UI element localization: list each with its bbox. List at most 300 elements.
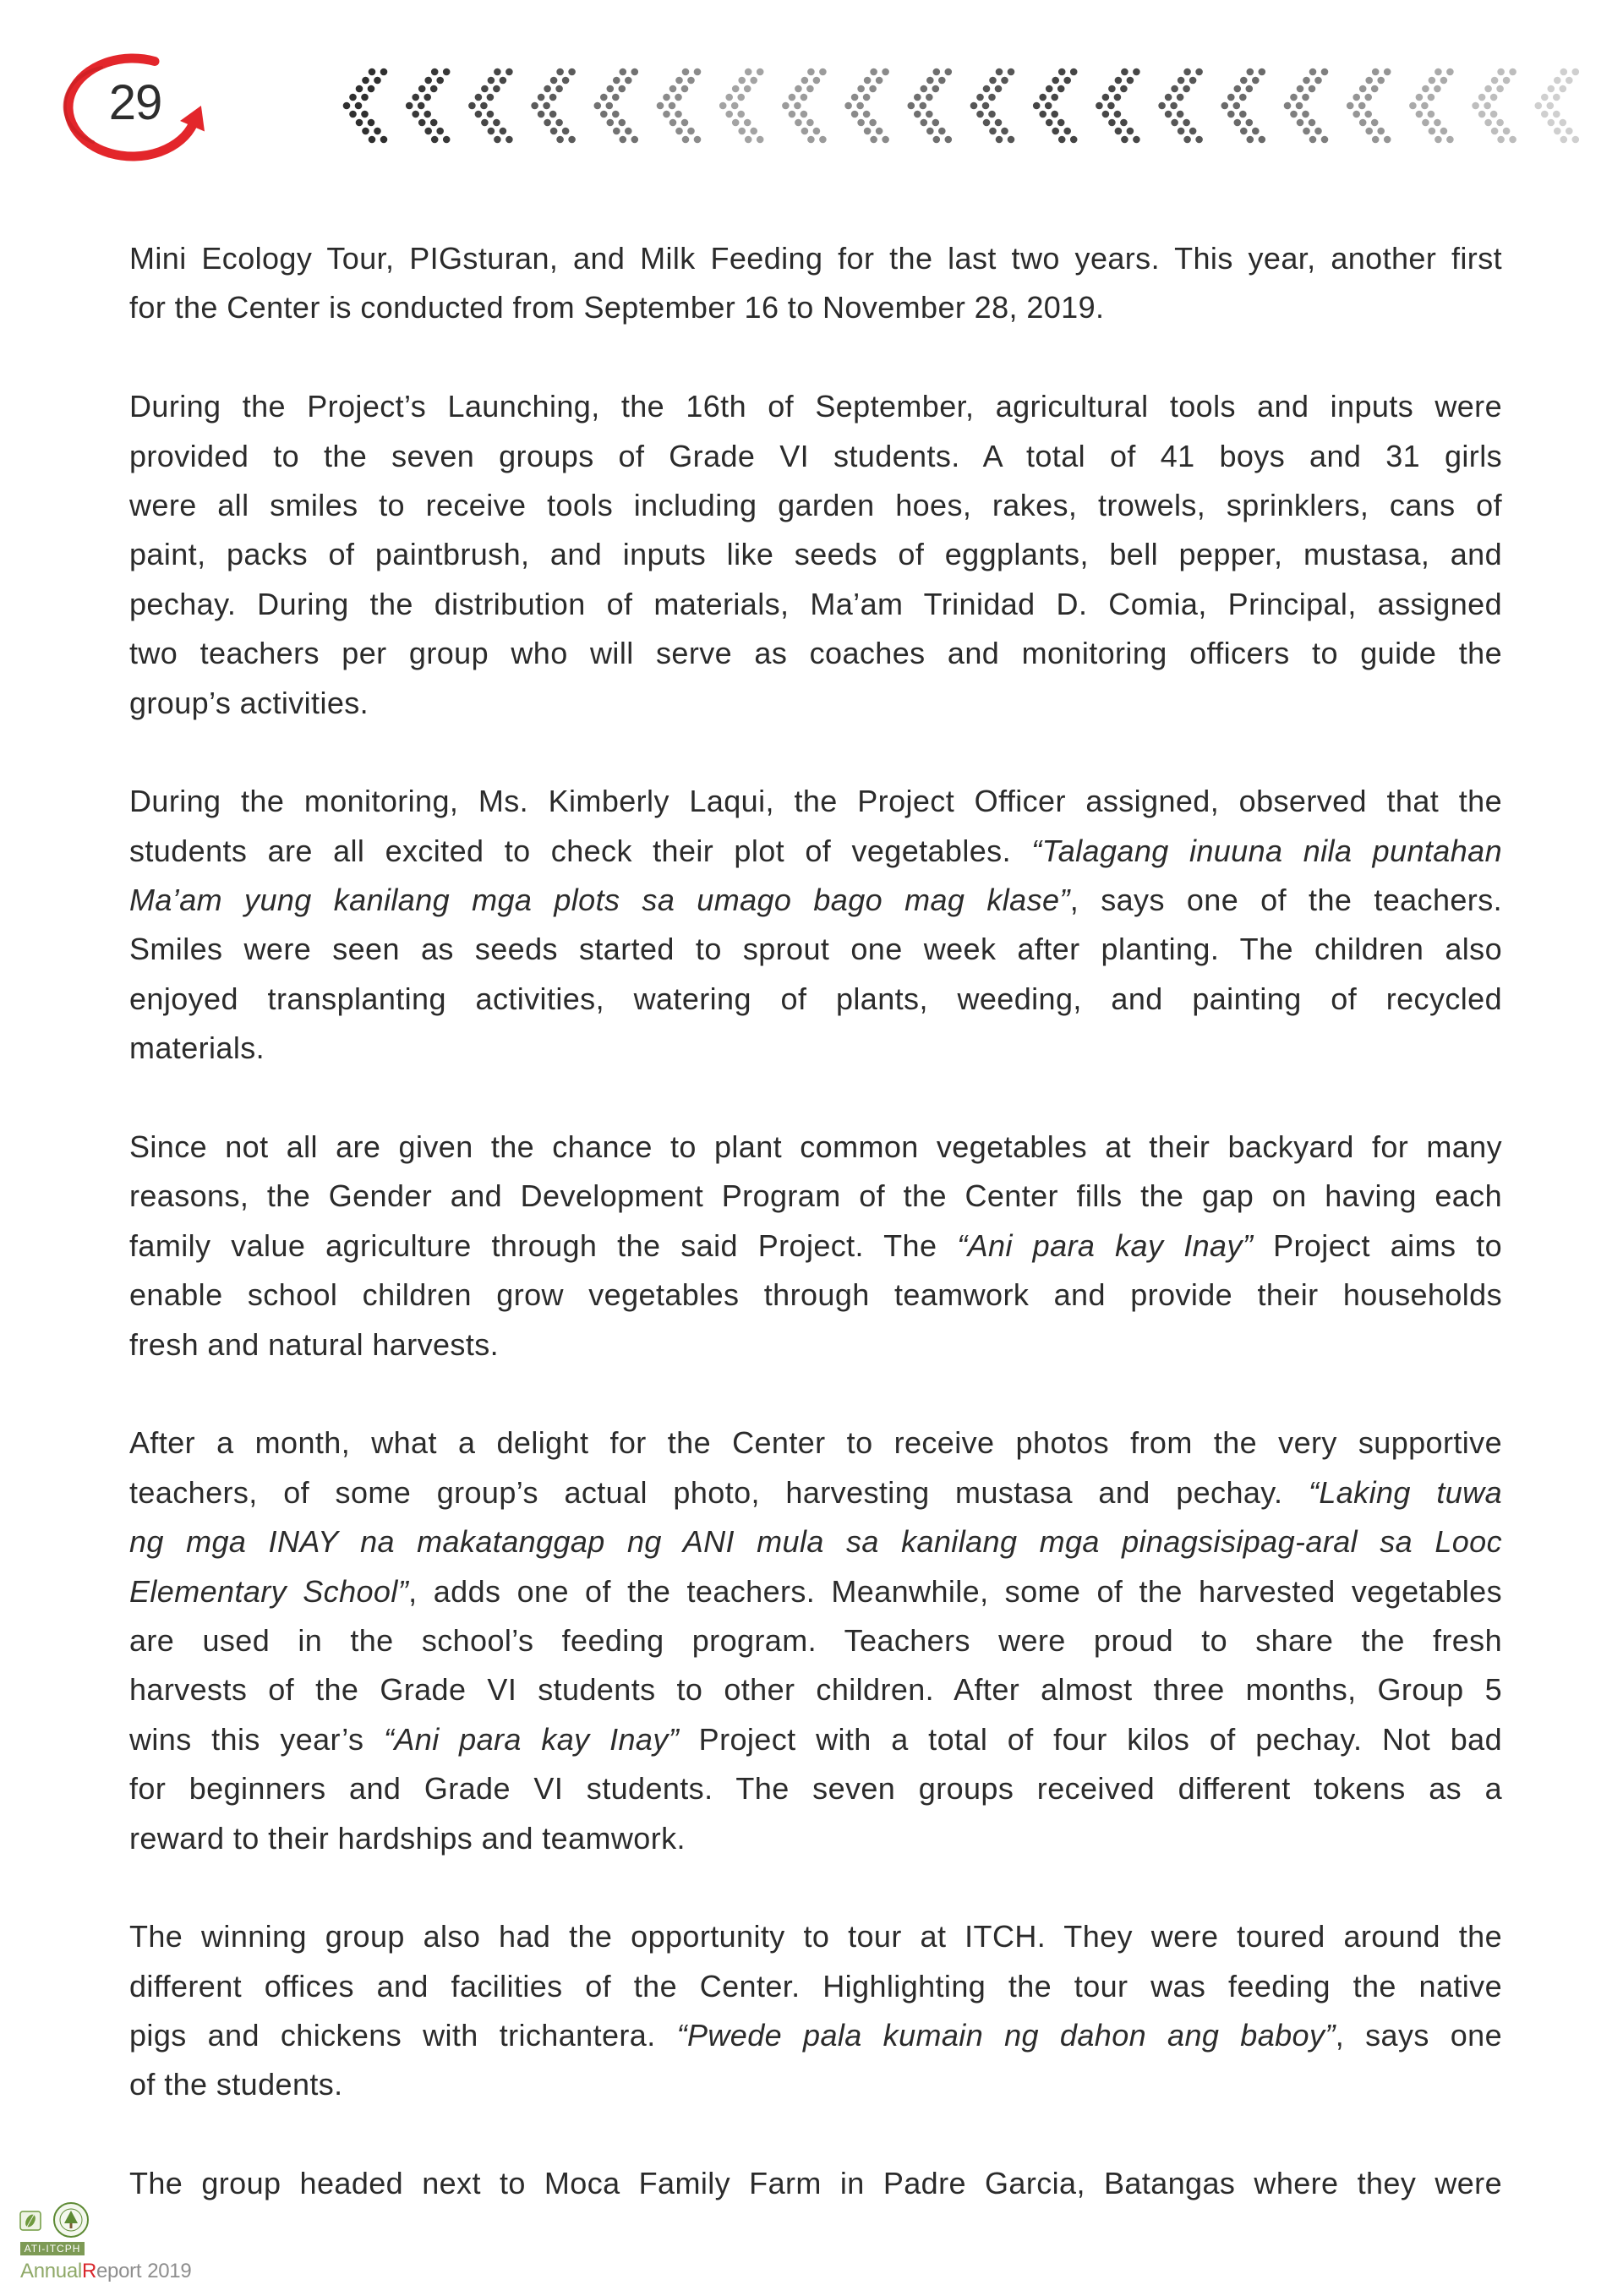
chevron-dot: [982, 102, 990, 110]
chevron-dot: [607, 85, 615, 93]
chevron-dot: [795, 85, 802, 93]
chevron-left-icon: [1284, 68, 1329, 144]
chevron-dot: [1297, 85, 1304, 93]
chevron-dot: [361, 111, 369, 118]
chevron-dot: [612, 111, 620, 118]
chevron-dot: [1008, 68, 1015, 76]
chevron-dot: [1039, 111, 1046, 118]
chevron-dot: [613, 128, 620, 135]
text-line: [129, 1024, 1502, 1073]
chevron-dot: [1252, 128, 1260, 135]
chevron-dot: [1422, 85, 1429, 93]
chevron-dot: [568, 68, 576, 76]
chevron-dot: [494, 68, 501, 76]
chevron-dot: [1239, 94, 1247, 101]
chevron-dot: [801, 111, 808, 118]
text-run: different offices and facilities of the Center. Highlighting the tour was feeding the native: [129, 1968, 1502, 2004]
text-run: group’s activities.: [129, 685, 369, 720]
chevron-dot: [882, 68, 889, 76]
chevron-dot: [1290, 111, 1298, 118]
chevron-dot: [1290, 94, 1298, 101]
text-run: pigs and chickens with trichantera.: [129, 2018, 677, 2053]
chevron-dot: [856, 102, 864, 110]
chevron-dot: [418, 119, 426, 127]
chevron-dot: [481, 119, 489, 127]
chevron-dot: [500, 128, 507, 135]
chevron-dot: [1541, 111, 1549, 118]
text-line: [129, 629, 1502, 678]
chevron-dot: [857, 119, 865, 127]
footer-logos: [19, 2201, 95, 2239]
chevron-dot: [1314, 77, 1322, 85]
chevron-dot: [481, 85, 489, 93]
chevron-dot: [544, 85, 551, 93]
chevron-dot: [1284, 102, 1292, 110]
chevron-dot: [544, 119, 551, 127]
chevron-dot: [374, 128, 381, 135]
chevron-left-icon: [1472, 68, 1516, 144]
text-line: [129, 1814, 1502, 1863]
chevron-dot: [1252, 77, 1260, 85]
chevron-dot: [983, 85, 991, 93]
chevron-dot: [732, 119, 740, 127]
chevron-dot: [863, 94, 871, 101]
chevron-dot: [844, 102, 852, 110]
chevron-dot: [1165, 94, 1172, 101]
chevron-dot: [487, 111, 495, 118]
chevron-dot: [1377, 128, 1385, 135]
chevron-dot: [1158, 102, 1166, 110]
chevron-dot: [356, 85, 363, 93]
chevron-dot: [1440, 77, 1448, 85]
chevron-dot: [1509, 136, 1516, 144]
text-line: [129, 1271, 1502, 1320]
chevron-dot: [1177, 94, 1184, 101]
chevron-dot: [1259, 136, 1266, 144]
italic-quote: Ma’am yung kanilang mga plots sa umago bago mag klase”: [129, 883, 1070, 918]
chevron-dot: [443, 68, 451, 76]
text-line: [129, 1320, 1502, 1369]
chevron-dot: [1183, 68, 1191, 76]
chevron-dot: [1352, 94, 1360, 101]
chevron-dot: [468, 102, 476, 110]
text-line: [129, 1912, 1502, 1961]
chevron-dot: [988, 94, 996, 101]
chevron-dot: [555, 85, 563, 93]
chevron-dot: [1115, 128, 1123, 135]
chevron-dot: [813, 128, 821, 135]
chevron-dot: [1554, 77, 1561, 85]
chevron-dot: [531, 102, 538, 110]
chevron-dot: [619, 119, 626, 127]
chevron-dot: [1364, 111, 1372, 118]
footer-org-label: ATI-ITCPH: [20, 2242, 85, 2255]
chevron-dot: [819, 136, 827, 144]
chevron-dot: [1058, 68, 1066, 76]
chevron-dot: [436, 77, 444, 85]
chevron-dot: [1102, 111, 1110, 118]
chevron-dot: [1372, 68, 1380, 76]
chevron-dot: [1070, 136, 1078, 144]
chevron-dot: [562, 77, 570, 85]
chevron-dot: [1496, 85, 1504, 93]
text-run: were all smiles to receive tools including garden hoes, rakes, trowels, sprinklers, cans of: [129, 487, 1502, 522]
chevron-dot: [568, 136, 576, 144]
chevron-dot: [1365, 128, 1373, 135]
text-line: [129, 777, 1502, 826]
chevron-dot: [369, 68, 376, 76]
chevron-dot: [418, 85, 426, 93]
chevron-dot: [1227, 111, 1235, 118]
text-line: [129, 1567, 1502, 1616]
chevron-dot: [738, 128, 746, 135]
chevron-dot: [1183, 136, 1191, 144]
text-run: provided to the seven groups of Grade VI students. A total of 41 boys and 31 girls: [129, 438, 1502, 473]
chevron-dot: [349, 94, 357, 101]
chevron-dot: [789, 94, 796, 101]
annual-report-title: [20, 2259, 191, 2284]
chevron-dot: [1384, 68, 1391, 76]
chevron-dot: [1133, 68, 1140, 76]
ati-logo-icon: [20, 2211, 41, 2230]
chevron-dot: [368, 85, 375, 93]
text-run: Since not all are given the chance to plant common vegetables at their backyard for many: [129, 1129, 1502, 1165]
chevron-dot: [1227, 94, 1235, 101]
chevron-dot: [424, 94, 431, 101]
chevron-left-icon: [844, 68, 889, 144]
chevron-dot: [1052, 77, 1059, 85]
text-run: Project with a total of four kilos of pechay. Not bad: [679, 1721, 1503, 1757]
chevron-dot: [1246, 119, 1254, 127]
chevron-dot: [431, 136, 439, 144]
chevron-dot: [1566, 77, 1573, 85]
chevron-dot: [933, 136, 941, 144]
text-run: materials.: [129, 1030, 265, 1066]
chevron-dot: [1547, 102, 1555, 110]
chevron-dot: [556, 68, 564, 76]
chevron-dot: [1114, 94, 1122, 101]
chevron-dot: [362, 77, 369, 85]
chevron-dot: [1560, 85, 1567, 93]
chevron-dot: [869, 85, 877, 93]
text-run: students are all excited to check their plot of vegetables.: [129, 833, 1032, 868]
chevron-dot: [562, 128, 570, 135]
text-run: The group headed next to Moca Family Farm in Padre Garcia, Batangas where they were: [129, 2166, 1502, 2201]
chevron-dot: [619, 85, 626, 93]
chevron-dot: [744, 119, 751, 127]
chevron-dot: [819, 68, 827, 76]
chevron-dot: [1233, 102, 1241, 110]
chevron-left-icon: [1535, 68, 1580, 144]
chevron-dot: [1246, 85, 1254, 93]
chevron-dot: [663, 94, 670, 101]
chevron-dot: [1572, 136, 1580, 144]
chevron-dot: [675, 128, 683, 135]
chevron-dot: [1566, 128, 1573, 135]
chevron-dot: [801, 94, 808, 101]
chevron-dot: [1309, 119, 1316, 127]
italic-quote: “Ani para kay Inay”: [383, 1721, 680, 1757]
chevron-dot: [995, 85, 1003, 93]
text-line: [129, 1665, 1502, 1714]
chevron-dot: [926, 111, 933, 118]
chevron-left-icon: [1347, 68, 1391, 144]
chevron-dot: [1484, 85, 1492, 93]
text-run: During the Project’s Launching, the 16th of September, agricultural tools and inputs were: [129, 389, 1502, 424]
italic-quote: “Talagang inuuna nila puntahan: [1031, 833, 1502, 868]
itcph-seal-icon: [54, 2203, 88, 2237]
chevron-dot: [1491, 128, 1499, 135]
chevron-dot: [1183, 85, 1190, 93]
chevron-dot: [938, 128, 946, 135]
chevron-dot: [908, 102, 915, 110]
chevron-dot: [1046, 119, 1053, 127]
chevron-dot: [675, 111, 682, 118]
chevron-dot: [1560, 119, 1567, 127]
text-run: for the Center is conducted from September 16 to November 28, 2019.: [129, 290, 1105, 325]
chevron-dot: [1321, 68, 1329, 76]
chevron-dot: [1484, 102, 1491, 110]
chevron-dot: [1183, 119, 1190, 127]
chevron-dot: [1358, 102, 1366, 110]
chevron-dot: [1051, 94, 1058, 101]
chevron-dot: [926, 77, 934, 85]
chevron-dot: [694, 136, 702, 144]
chevron-dot: [1096, 102, 1103, 110]
chevron-dot: [870, 136, 877, 144]
chevron-dot: [612, 94, 620, 101]
chevron-dot: [989, 77, 997, 85]
chevron-dot: [806, 119, 814, 127]
chevron-dot: [1365, 77, 1373, 85]
text-line: [129, 1222, 1502, 1271]
text-run: enjoyed transplanting activities, watering of plants, weeding, and painting of recycled: [129, 981, 1502, 1016]
chevron-dot: [361, 94, 369, 101]
chevron-dot: [1234, 85, 1242, 93]
chevron-dot: [694, 68, 702, 76]
chevron-dot: [1195, 136, 1203, 144]
chevron-dot: [631, 136, 639, 144]
chevron-dot: [424, 77, 432, 85]
chevron-dot: [1107, 102, 1115, 110]
chevron-dot: [1554, 128, 1561, 135]
chevron-dot: [1535, 102, 1543, 110]
chevron-dot: [1384, 136, 1391, 144]
chevron-dot: [1057, 119, 1065, 127]
chevron-dot: [725, 94, 733, 101]
chevron-dot: [1057, 85, 1065, 93]
chevron-dot: [494, 136, 501, 144]
chevron-dot: [926, 128, 934, 135]
chevron-dot: [1572, 68, 1580, 76]
chevron-dot: [606, 102, 614, 110]
chevron-dot: [493, 85, 500, 93]
text-line: [129, 432, 1502, 481]
chevron-dot: [549, 94, 557, 101]
text-run: Project aims to: [1253, 1227, 1503, 1263]
chevron-dot: [1428, 111, 1435, 118]
italic-quote: “Laking tuwa: [1308, 1474, 1502, 1510]
chevron-dot: [669, 85, 677, 93]
chevron-dot: [682, 68, 690, 76]
chevron-dot: [719, 102, 727, 110]
chevron-dot: [1127, 128, 1134, 135]
chevron-left-icon: [1409, 68, 1454, 144]
chevron-dot: [1553, 111, 1560, 118]
chevron-dot: [369, 136, 376, 144]
chevron-dot: [1108, 119, 1116, 127]
chevron-dot: [1440, 128, 1448, 135]
chevron-dot: [1001, 128, 1008, 135]
text-run: enable school children grow vegetables through teamwork and provide their households: [129, 1277, 1502, 1313]
chevron-dot: [1364, 94, 1372, 101]
chevron-dot: [475, 111, 483, 118]
chevron-dot: [731, 102, 739, 110]
text-run: The winning group also had the opportunity to tour at ITCH. They were toured around the: [129, 1919, 1502, 1954]
chevron-dot: [430, 85, 438, 93]
chevron-dot: [1296, 102, 1303, 110]
chevron-dot: [343, 102, 351, 110]
chevron-dot: [687, 128, 695, 135]
chevron-dot: [1434, 136, 1442, 144]
chevron-dot: [932, 119, 940, 127]
chevron-dot: [505, 68, 513, 76]
chevron-dot: [932, 85, 940, 93]
italic-quote: “Ani para kay Inay”: [957, 1227, 1254, 1263]
chevron-dot: [1321, 136, 1329, 144]
chevron-dot: [1302, 94, 1309, 101]
chevron-dot: [996, 68, 1003, 76]
chevron-dot: [1240, 128, 1248, 135]
chevron-dot: [876, 128, 883, 135]
chevron-dot: [1434, 85, 1441, 93]
chevron-dot: [1303, 77, 1310, 85]
text-run: teachers, of some group’s actual photo, harvesting mustasa and pechay.: [129, 1474, 1309, 1510]
chevron-dot: [744, 85, 751, 93]
chevron-dot: [1247, 68, 1254, 76]
chevron-left-icon: [1158, 68, 1203, 144]
chevron-dot: [543, 102, 550, 110]
chevron-dot: [412, 111, 419, 118]
chevron-dot: [1503, 128, 1511, 135]
text-line: [129, 1123, 1502, 1172]
chevron-dot: [613, 77, 620, 85]
chevron-dot: [851, 94, 859, 101]
chevron-dot: [1484, 119, 1492, 127]
chevron-dot: [500, 77, 507, 85]
italic-quote: Elementary School”: [129, 1573, 409, 1609]
chevron-dot: [750, 77, 757, 85]
chevron-dot: [1171, 85, 1178, 93]
text-line: [129, 876, 1502, 925]
text-run: , adds one of the teachers. Meanwhile, some of the harvested vegetables: [408, 1573, 1502, 1609]
chevron-dot: [1063, 128, 1071, 135]
chevron-dot: [857, 85, 865, 93]
text-line: [129, 925, 1502, 974]
chevron-dot: [1429, 128, 1436, 135]
italic-quote: “Pwede pala kumain ng dahon ang baboy”: [676, 2018, 1336, 2053]
chevron-dot: [550, 77, 558, 85]
italic-quote: ng mga INAY na makatanggap ng ANI mula sa kanilang mga pinagsisipag-aral sa Looc: [129, 1524, 1502, 1560]
chevron-dot: [625, 128, 632, 135]
text-line: [129, 283, 1502, 332]
paragraph: [129, 777, 1502, 1073]
text-run: are used in the school’s feeding program. Teachers were proud to share the fresh: [129, 1622, 1502, 1658]
chevron-dot: [1039, 94, 1046, 101]
chevron-left-icon: [468, 68, 513, 144]
text-run: harvests of the Grade VI students to other children. After almost three months, Group 5: [129, 1672, 1502, 1708]
chevron-dot: [737, 111, 745, 118]
chevron-left-icon: [594, 68, 639, 144]
paragraph: [129, 1123, 1502, 1369]
chevron-dot: [1472, 102, 1479, 110]
article-body: [129, 234, 1502, 2209]
chevron-dot: [493, 119, 500, 127]
page-number-badge: [59, 49, 211, 167]
chevron-dot: [1553, 94, 1560, 101]
text-line: [129, 1715, 1502, 1764]
chevron-dot: [436, 128, 444, 135]
chevron-dot: [996, 136, 1003, 144]
chevron-dot: [1314, 128, 1322, 135]
chevron-dot: [681, 85, 689, 93]
chevron-dot: [1496, 119, 1504, 127]
chevron-dot: [356, 119, 363, 127]
chevron-dot: [368, 119, 375, 127]
chevron-dot: [976, 111, 984, 118]
text-line: [129, 2060, 1502, 2109]
chevron-dot: [1309, 136, 1317, 144]
chevron-dot: [807, 68, 815, 76]
chevron-left-icon: [531, 68, 576, 144]
chevron-dot: [737, 94, 745, 101]
chevron-dot: [921, 85, 928, 93]
chevron-dot: [556, 136, 564, 144]
chevron-dot: [1063, 77, 1071, 85]
text-run: for beginners and Grade VI students. The seven groups received different tokens as a: [129, 1771, 1502, 1807]
chevron-dot: [876, 77, 883, 85]
chevron-dot: [1490, 111, 1498, 118]
chevron-dot: [782, 102, 790, 110]
text-line: [129, 679, 1502, 728]
chevron-dot: [431, 68, 439, 76]
chevron-dot: [794, 102, 801, 110]
chevron-dot: [620, 68, 627, 76]
chevron-dot: [864, 77, 872, 85]
chevron-dot: [687, 77, 695, 85]
chevron-dot: [757, 68, 764, 76]
chevron-dot: [1221, 102, 1229, 110]
chevron-dot: [1541, 94, 1549, 101]
chevron-dot: [1434, 68, 1442, 76]
chevron-dot: [631, 68, 639, 76]
chevron-left-icon: [908, 68, 953, 144]
text-line: [129, 1764, 1502, 1813]
paragraph: [129, 382, 1502, 728]
text-run: After a month, what a delight for the Center to receive photos from the very supportive: [129, 1425, 1502, 1461]
chevron-dot: [989, 128, 997, 135]
text-run: reasons, the Gender and Development Program of the Center fills the gap on having each: [129, 1178, 1502, 1214]
chevron-dot: [1446, 136, 1454, 144]
chevron-dot: [1115, 77, 1123, 85]
annual-word: Annual: [20, 2260, 82, 2282]
chevron-dot: [1434, 119, 1441, 127]
chevron-dot: [1371, 119, 1379, 127]
chevron-dot: [538, 94, 545, 101]
chevron-dot: [1234, 119, 1242, 127]
text-run: reward to their hardships and teamwork.: [129, 1820, 686, 1856]
chevron-dot: [362, 128, 369, 135]
